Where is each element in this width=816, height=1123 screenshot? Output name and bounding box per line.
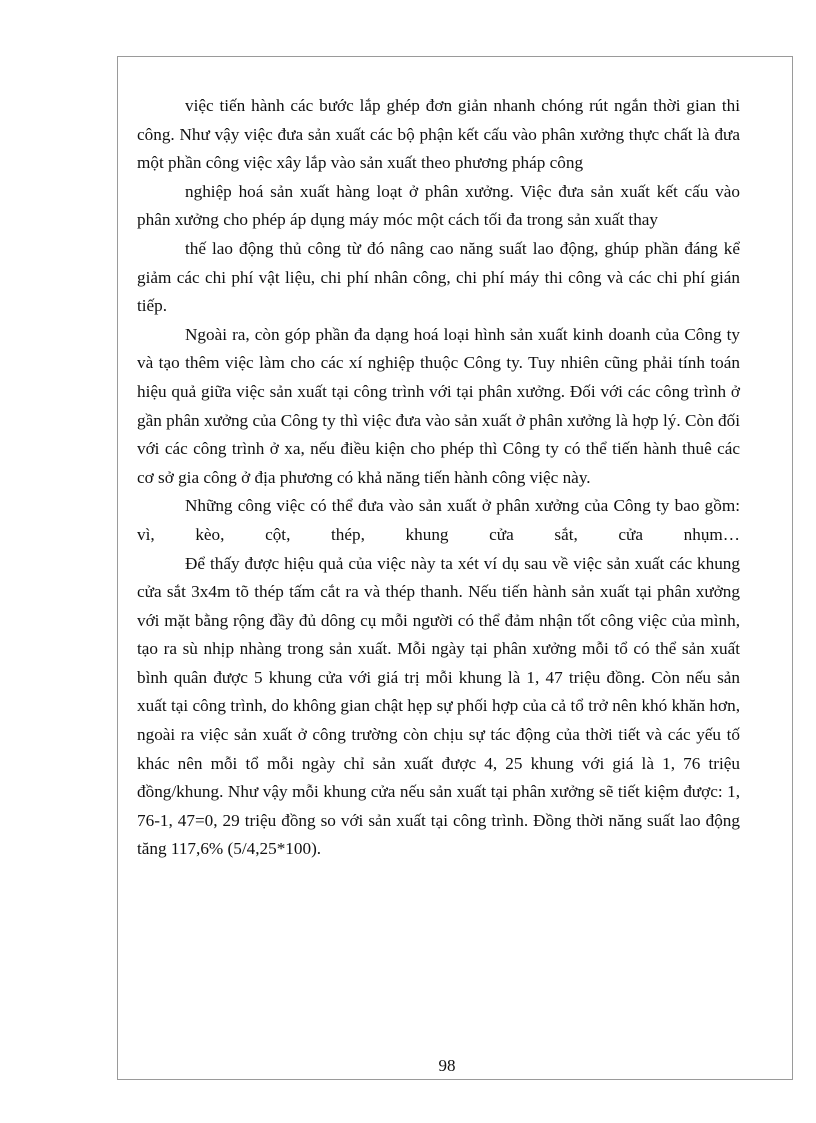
paragraph-1: việc tiến hành các bước lắp ghép đơn giản nhanh chóng rút ngắn thời gian thi công. Như vậy việc đưa sản xuất các bộ phận kết cấu vào phân xưởng thực chất là đưa một phần công việc xây lắp vào sản xuất theo phương pháp công [137, 96, 740, 173]
paragraph-6: Để thấy được hiệu quả của việc này ta xét ví dụ sau về việc sản xuất các khung cửa sắt 3x4m tõ thép tấm cắt ra và thép thanh. Nếu tiến hành sản xuất tại phân xưởng với mặt bằng rộng đầy đủ dông cụ mỗi người có thể đảm nhận tốt công việc của mình, tạo ra sù nhịp nhàng trong sản xuất. Mỗi ngày tại phân xưởng mỗi tổ có thể sản xuất bình quân được 5 khung cửa với giá trị mỗi khung là 1, 47 triệu đồng. Còn nếu sản xuất tại công trình, do không gian chật hẹp sự phối hợp của cả tổ trở nên khó khăn hơn, ngoài ra việc sản xuất ở công trường còn chịu sự tác động của thời tiết và các yếu tố khác nên mỗi tổ mỗi ngày chỉ sản xuất được 4, 25 khung với giá là 1, 76 triệu đồng/khung. Như vậy mỗi khung cửa nếu sản xuất tại phân xưởng sẽ tiết kiệm được: 1, 76-1, 47=0, 29 triệu đồng so với sản xuất tại công trình. Đồng thời năng suất lao động tăng 117,6% (5/4,25*100). [137, 553, 740, 859]
body-text [137, 92, 740, 864]
paragraph-2: nghiệp hoá sản xuất hàng loạt ở phân xưởng. Việc đưa sản xuất kết cấu vào phân xưởng cho phép áp dụng máy móc một cách tối đa trong sản xuất thay [137, 181, 740, 230]
paragraph-5: Những công việc có thể đưa vào sản xuất ở phân xưởng của Công ty bao gồm: vì, kèo, cột, thép, khung cửa sắt, cửa nhụm… [137, 496, 740, 544]
page-number: 98 [438, 1056, 456, 1075]
paragraph-3: thế lao động thủ công từ đó nâng cao năng suất lao động, ghúp phần đáng kể giảm các chi phí vật liệu, chi phí nhân công, chi phí máy thi công và các chi phí gián tiếp. [137, 238, 740, 316]
paragraph-4: Ngoài ra, còn góp phần đa dạng hoá loại hình sản xuất kinh doanh của Công ty và tạo thêm việc làm cho các xí nghiệp thuộc Công ty. Tuy nhiên cũng phải tính toán hiệu quả giữa việc sản xuất tại công trình với tại phân xưởng. Đối với các công trình ở gần phân xưởng của Công ty thì việc đưa vào sản xuất ở phân xưởng là hợp lý. Còn đối với các công trình ở xa, nếu điều kiện cho phép thì Công ty có thể tiến hành thuê các cơ sở gia công ở địa phương có khả năng tiến hành công việc này. [137, 324, 740, 487]
